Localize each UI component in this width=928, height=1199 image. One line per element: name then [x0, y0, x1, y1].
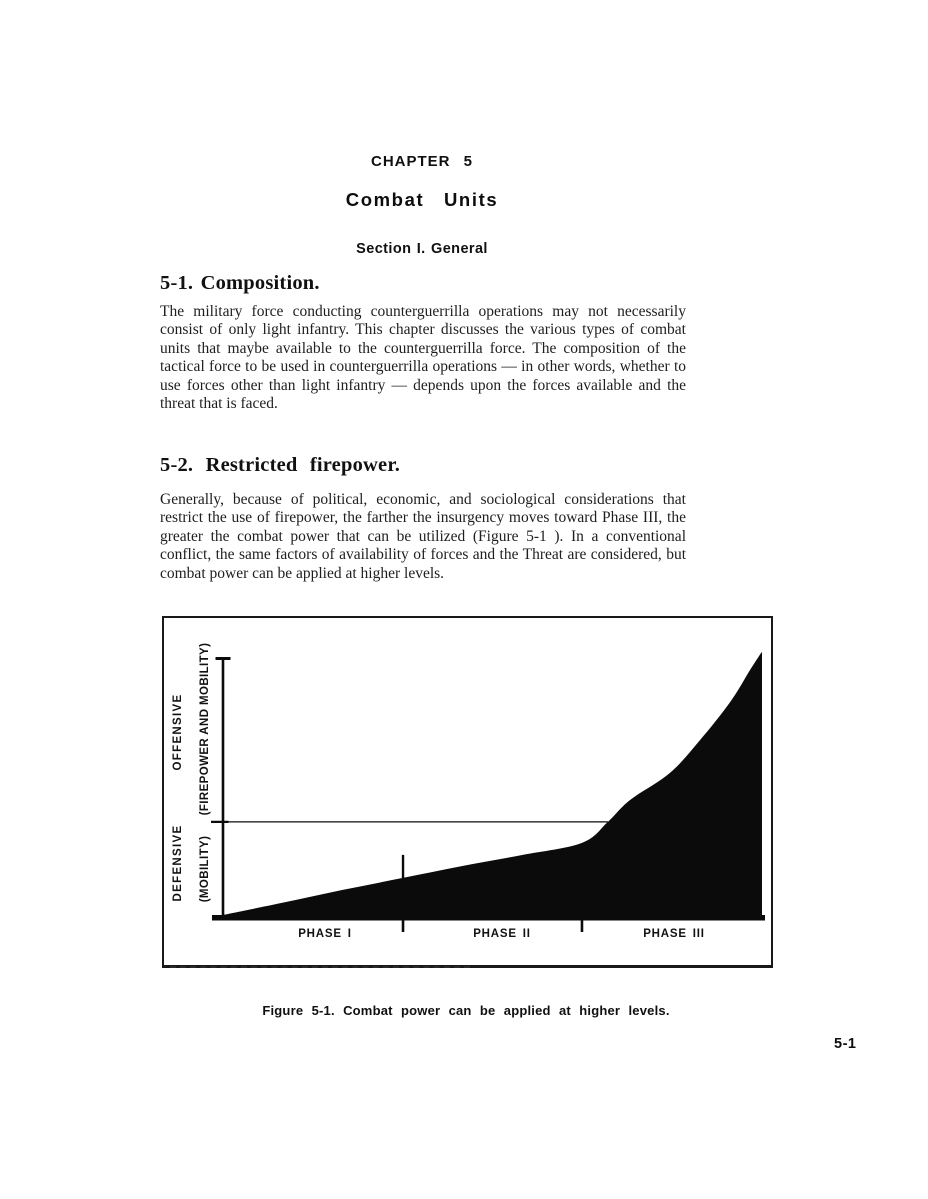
y-axis-firepower-mobility-label: (FIREPOWER AND MOBILITY) [199, 642, 211, 816]
section-5-2-heading: 5-2. Restricted firepower. [160, 454, 401, 476]
section-5-1-paragraph: The military force conducting counterguerrilla operations may not necessarily consist of only light infantry. This chapter discusses the various types of combat units that maybe available to the counterguerrilla force. The composition of the tactical force to be used in counterguerrilla operations — in other words, whether to use forces other than light infantry — depends upon the forces available and the threat that is faced. [160, 303, 686, 413]
figure-caption: Figure 5-1. Combat power can be applied at higher levels. [262, 1003, 670, 1018]
section-5-1-heading: 5-1. Composition. [160, 272, 320, 294]
section-5-2-paragraph: Generally, because of political, economic, and sociological considerations that restrict the use of firepower, the farther the insurgency moves toward Phase III, the greater the combat power that can be utilized (Figure 5-1 ). In a conventional conflict, the same factors of availability of forces and the Threat are considered, but combat power can be applied at higher levels. [160, 491, 686, 582]
chapter-title: Combat Units [345, 189, 499, 210]
figure-5-1 [162, 616, 773, 968]
y-axis-offensive-label: OFFENSIVE [172, 693, 184, 771]
y-axis-defensive-label: DEFENSIVE [172, 824, 184, 902]
y-axis-mobility-label: (MOBILITY) [199, 835, 211, 903]
page-number: 5-1 [834, 1036, 857, 1052]
x-axis-phase-2-label: PHASE II [473, 928, 531, 940]
section-heading: Section I. General [356, 241, 488, 257]
scan-artifact-dashes [170, 966, 470, 968]
combat-power-area [223, 652, 762, 915]
x-axis-phase-3-label: PHASE III [643, 928, 705, 940]
x-axis-baseline [212, 915, 765, 921]
chapter-heading: CHAPTER 5 [370, 153, 473, 170]
x-axis-phase-1-label: PHASE I [298, 928, 352, 940]
combat-power-chart [164, 618, 771, 965]
